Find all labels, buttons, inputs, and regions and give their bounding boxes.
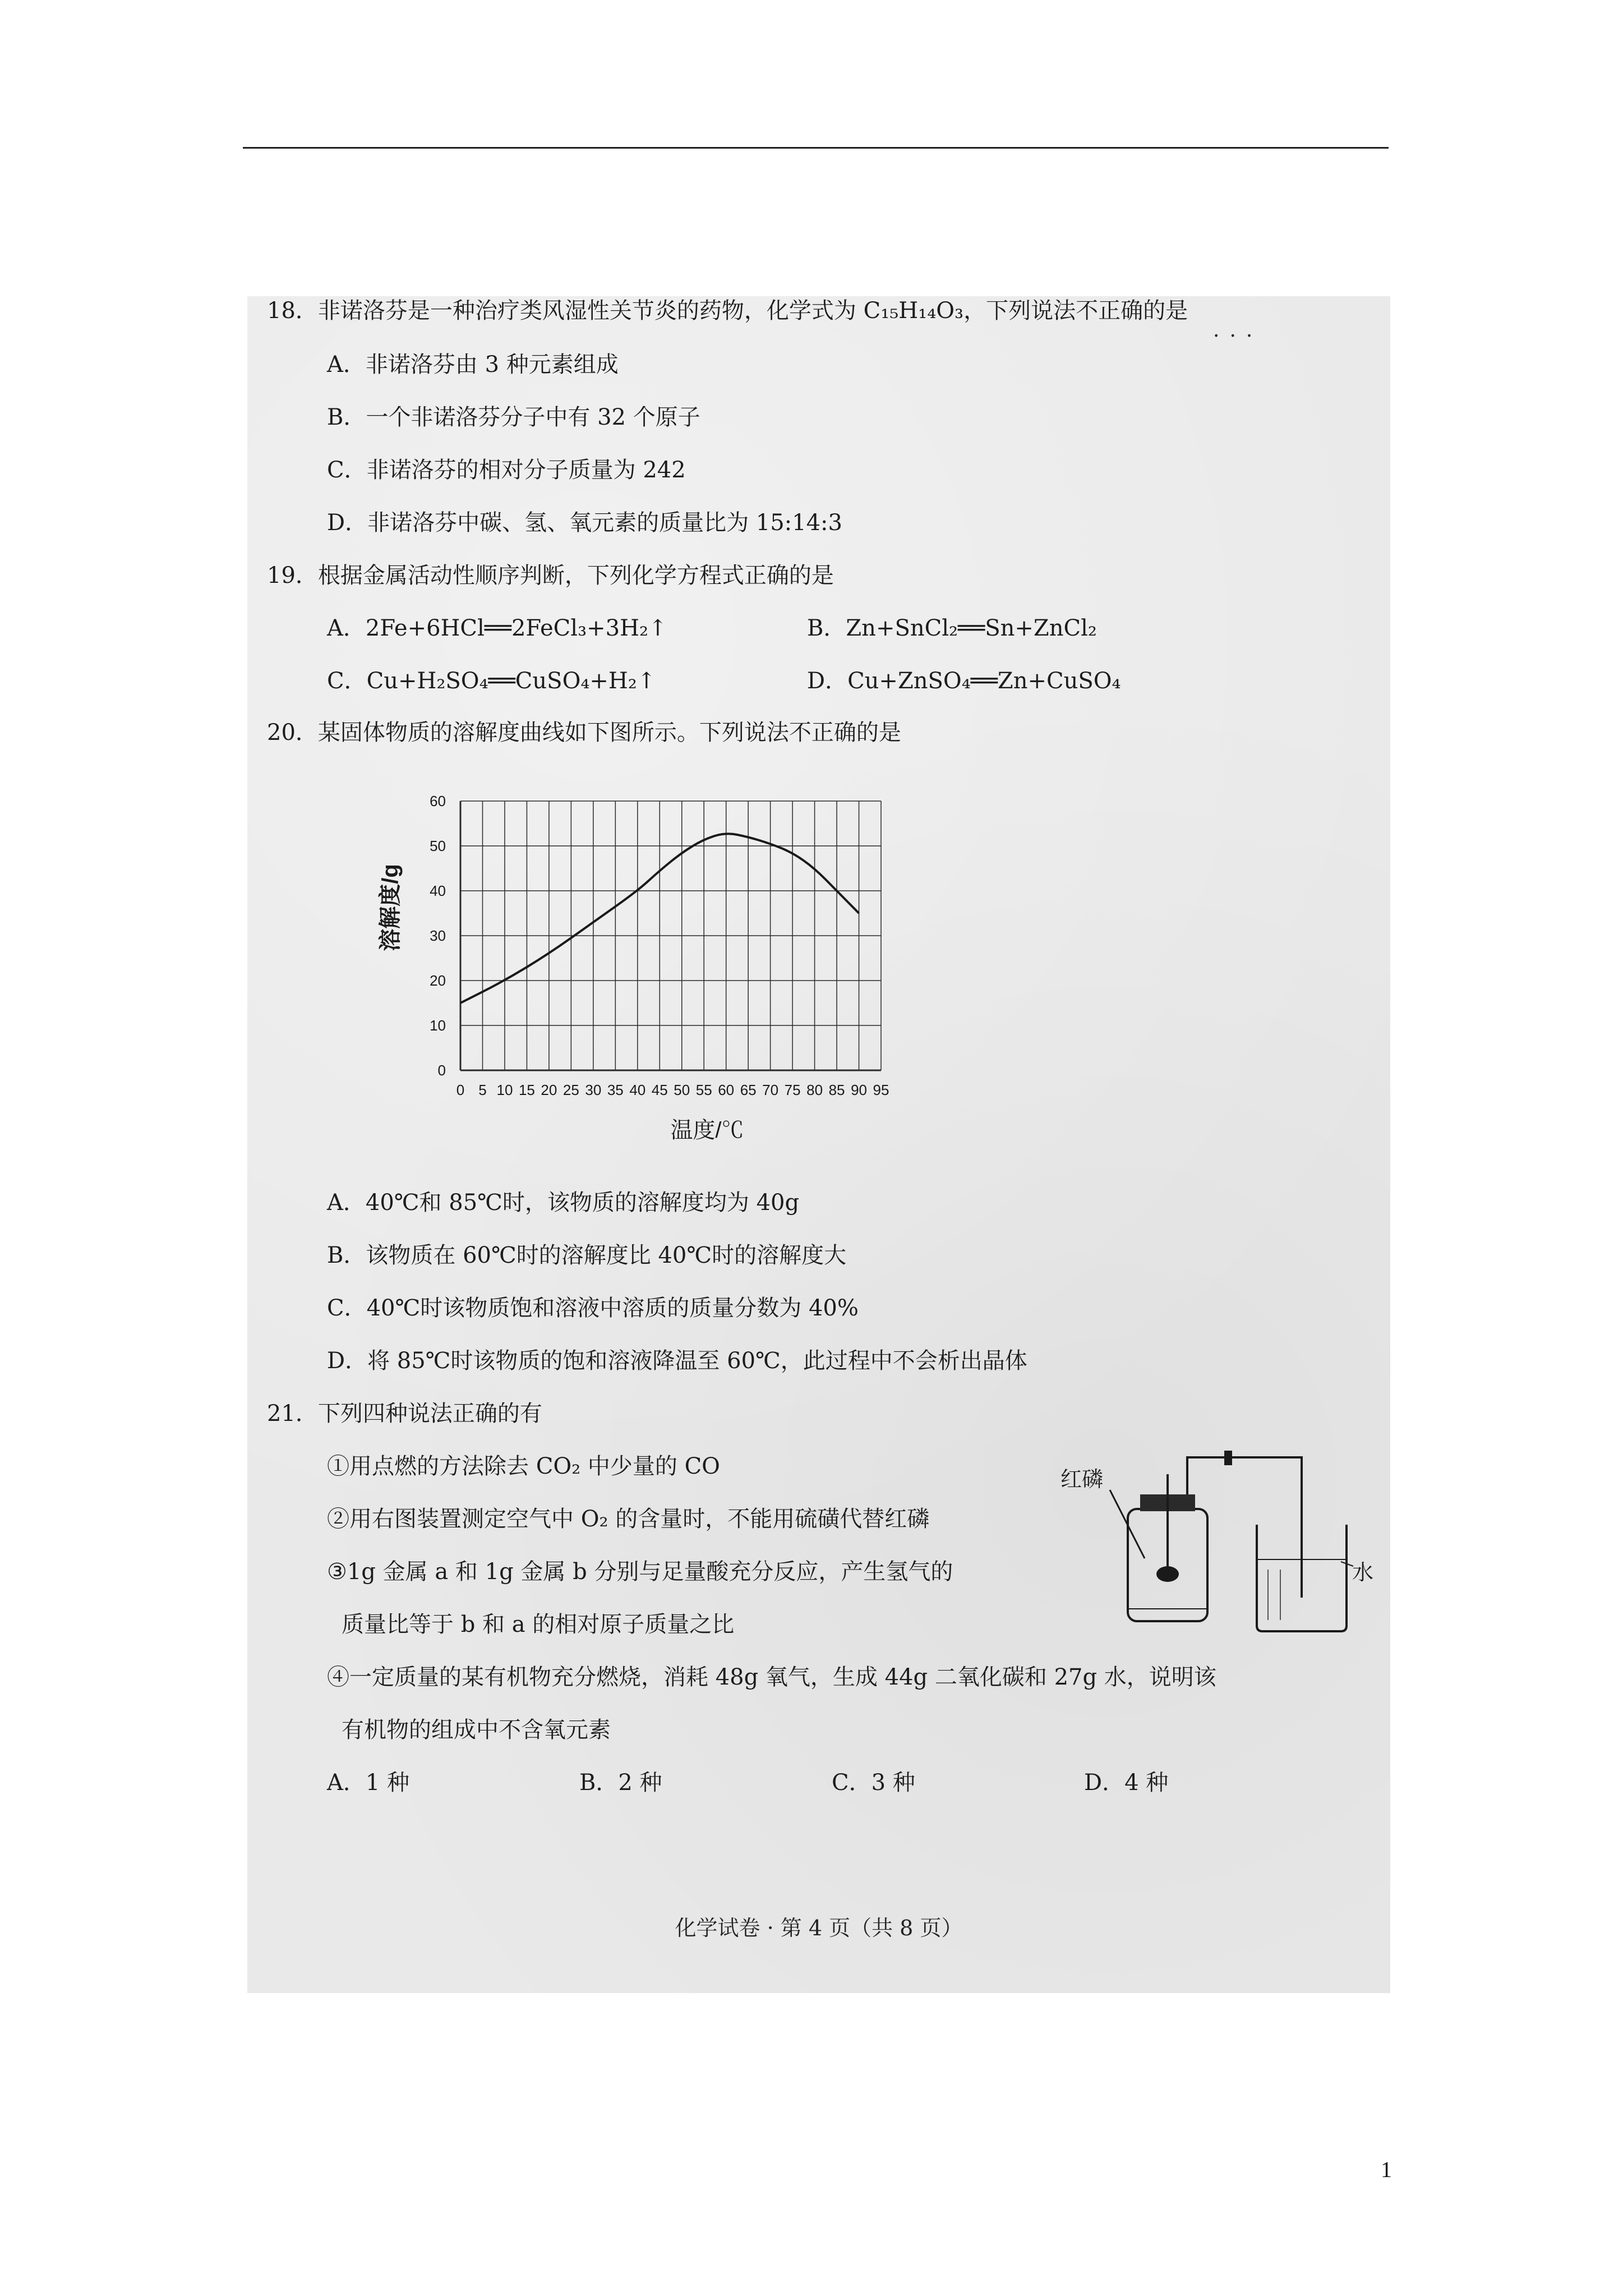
- chart-grid: [460, 801, 881, 1070]
- q19-option-d: D．Cu+ZnSO₄══Zn+CuSO₄: [807, 668, 1121, 694]
- x-tick-label: 85: [828, 1082, 845, 1098]
- x-tick-label: 95: [873, 1082, 889, 1098]
- y-tick-label: 0: [437, 1062, 446, 1079]
- x-tick-label: 40: [629, 1082, 646, 1098]
- x-tick-label: 60: [718, 1082, 735, 1098]
- y-tick-label: 30: [430, 927, 446, 944]
- x-tick-label: 15: [518, 1082, 535, 1098]
- x-tick-label: 75: [784, 1082, 801, 1098]
- q18-option-c: C．非诺洛芬的相对分子质量为 242: [327, 457, 686, 483]
- red-phosphorus-label: 红磷: [1061, 1468, 1104, 1492]
- q20-option-b: B．该物质在 60℃时的溶解度比 40℃时的溶解度大: [327, 1243, 847, 1268]
- q21-option-a: A．1 种: [327, 1770, 410, 1796]
- x-tick-label: 20: [541, 1082, 557, 1098]
- x-tick-label: 5: [478, 1082, 487, 1098]
- q21-statement-4a: ④一定质量的某有机物充分燃烧，消耗 48g 氧气，生成 44g 二氧化碳和 27g 水，说明该: [327, 1664, 1216, 1690]
- top-rule: [243, 147, 1389, 149]
- q18-option-b: B．一个非诺洛芬分子中有 32 个原子: [327, 404, 700, 430]
- q20-stem: 20．某固体物质的溶解度曲线如下图所示。下列说法不正确的是: [267, 720, 901, 746]
- q21-statement-1: ①用点燃的方法除去 CO₂ 中少量的 CO: [327, 1453, 720, 1479]
- q21-statement-3b: 质量比等于 b 和 a 的相对原子质量之比: [342, 1612, 735, 1637]
- x-tick-label: 0: [456, 1082, 465, 1098]
- x-tick-label: 35: [607, 1082, 624, 1098]
- page-footer: 化学试卷 · 第 4 页（共 8 页）: [675, 1916, 963, 1940]
- q18-option-d: D．非诺洛芬中碳、氢、氧元素的质量比为 15:14:3: [327, 510, 842, 536]
- q20-option-c: C．40℃时该物质饱和溶液中溶质的质量分数为 40%: [327, 1295, 859, 1321]
- x-tick-label: 90: [851, 1082, 867, 1098]
- y-tick-label: 60: [430, 793, 446, 809]
- q20-option-a: A．40℃和 85℃时，该物质的溶解度均为 40g: [327, 1190, 800, 1216]
- q21-option-c: C．3 种: [832, 1770, 915, 1796]
- q21-stem: 21．下列四种说法正确的有: [267, 1401, 542, 1427]
- q18-option-a: A．非诺洛芬由 3 种元素组成: [327, 352, 619, 378]
- x-tick-label: 25: [562, 1082, 579, 1098]
- x-tick-label: 30: [585, 1082, 602, 1098]
- q21-option-b: B．2 种: [579, 1770, 662, 1796]
- y-tick-label: 10: [430, 1017, 446, 1034]
- q21-statement-2: ②用右图装置测定空气中 O₂ 的含量时，不能用硫磺代替红磷: [327, 1506, 930, 1532]
- q21-option-d: D．4 种: [1084, 1770, 1169, 1796]
- q20-option-d: D．将 85℃时该物质的饱和溶液降温至 60℃，此过程中不会析出晶体: [327, 1348, 1027, 1374]
- q19-option-c: C．Cu+H₂SO₄══CuSO₄+H₂↑: [327, 668, 656, 694]
- q18-stem: 18．非诺洛芬是一种治疗类风湿性关节炎的药物，化学式为 C₁₅H₁₄O₃，下列说法不正确的是: [267, 298, 1188, 324]
- q19-option-b: B．Zn+SnCl₂══Sn+ZnCl₂: [807, 615, 1097, 641]
- x-tick-label: 70: [762, 1082, 779, 1098]
- x-tick-label: 50: [674, 1082, 690, 1098]
- x-tick-label: 55: [695, 1082, 712, 1098]
- apparatus-diagram: [1061, 1441, 1375, 1642]
- x-axis-label: 温度/℃: [670, 1118, 744, 1143]
- q21-statement-3a: ③1g 金属 a 和 1g 金属 b 分别与足量酸充分反应，产生氢气的: [327, 1559, 953, 1585]
- x-tick-label: 10: [496, 1082, 513, 1098]
- q18-emphasis-dots: ···: [1213, 325, 1263, 348]
- q21-statement-4b: 有机物的组成中不含氧元素: [342, 1717, 611, 1743]
- y-tick-label: 50: [430, 838, 446, 854]
- water-label: 水: [1352, 1561, 1374, 1585]
- scanned-page: [247, 296, 1390, 1993]
- solubility-chart: [378, 784, 965, 1143]
- q19-stem: 19．根据金属活动性顺序判断，下列化学方程式正确的是: [267, 563, 834, 588]
- q19-option-a: A．2Fe+6HCl══2FeCl₃+3H₂↑: [327, 615, 667, 641]
- x-tick-label: 65: [740, 1082, 757, 1098]
- y-axis-label: 溶解度/g: [378, 864, 403, 951]
- y-tick-label: 20: [430, 972, 446, 989]
- x-tick-label: 45: [651, 1082, 668, 1098]
- y-tick-label: 40: [430, 882, 446, 899]
- x-tick-label: 80: [806, 1082, 823, 1098]
- page-number: 1: [1381, 2157, 1392, 2182]
